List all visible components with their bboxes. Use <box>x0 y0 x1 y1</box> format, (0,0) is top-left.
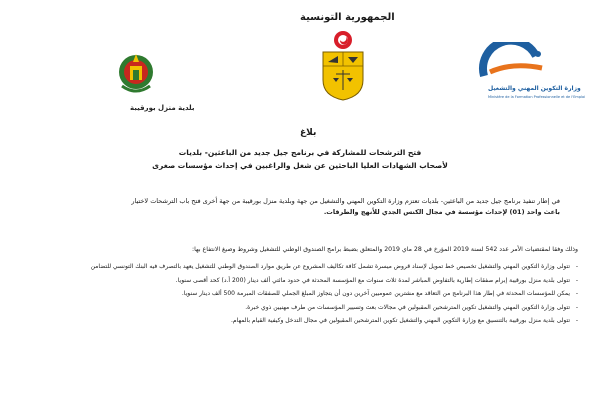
list-item-text: يمكن للمؤسسات المحدثة في إطار هذا البرنامج من التعاقد مع مشترين عموميين آخرين دون أن يتجاوز المبلغ الجملي للصفقات المبرمة 500 ألف دينار سنويا. <box>181 290 570 297</box>
subject-line-1: فتح الترشحات للمشاركة في برنامج جيل جديد من الباعثين- بلديات <box>178 148 422 157</box>
ministry-logo-icon <box>472 42 554 88</box>
ministry-name-fr: Ministère de la Formation Professionnelle et de l'Emploi <box>488 95 586 99</box>
list-item <box>18 289 578 299</box>
municipality-name: بلدية منزل بورقيبة <box>130 104 195 112</box>
list-item-text: تتولى بلدية منزل بورقيبة إبرام صفقات إطارية بالتفاوض المباشر لمدة ثلاث سنوات مع المؤسسة المحدثة في حدود مائتي ألف دينار (200 أ.د) كحد أقصى سنويا. <box>175 276 570 284</box>
notice-title: بلاغ <box>300 128 317 138</box>
municipality-logo-icon <box>116 48 156 104</box>
bullet-marker: - <box>575 290 578 297</box>
list-item <box>18 262 578 272</box>
bullet-marker: - <box>575 317 578 324</box>
intro-paragraph <box>20 196 560 218</box>
lead-sentence: وذلك وفقا لمقتضيات الأمر عدد 542 لسنة 2019 المؤرخ في 28 ماي 2019 والمتعلق بضبط برامج الصندوق الوطني للتشغيل وشروط وصيغ الانتفاع بها: <box>192 246 578 253</box>
intro-line-2: باعث واحد (01) لإحداث مؤسسة في مجال الكنس الجدي للأنهج والطرقات. <box>323 208 560 216</box>
list-item <box>18 276 578 286</box>
bullet-list <box>18 262 578 330</box>
list-item <box>18 303 578 313</box>
notice-subject <box>0 146 600 172</box>
intro-line-1: في إطار تنفيذ برنامج جيل جديد من الباعثين- بلديات تعتزم وزارة التكوين المهني والتشغيل من جهة وبلدية منزل بورقيبة من جهة أخرى فتح باب الترشحات لاختيار <box>131 197 560 205</box>
list-item-text: تتولى بلدية منزل بورقيبة بالتنسيق مع وزارة التكوين المهني والتشغيل تكوين المترشحين المقبولين في مجال التدخل وكيفية القيام بالمهام. <box>231 317 570 324</box>
subject-line-2: لأصحاب الشهادات العليا الباحثين عن شغل والراغبين في إحداث مؤسسات صغرى <box>152 161 448 170</box>
list-item-text: تتولى وزارة التكوين المهني والتشغيل تخصيص خط تمويل لإسناد قروض ميسرة تشمل كافة تكاليف المشروع عن طريق موارد الصندوق الوطني للتشغيل يعهد بالتصرف فيه البنك التونسي للتضامن <box>90 263 570 270</box>
list-item <box>18 316 578 326</box>
bullet-marker: - <box>575 276 578 284</box>
ministry-name: وزارة التكوين المهني والتشغيل <box>488 85 581 92</box>
bullet-marker: - <box>575 263 578 270</box>
republic-header: الجمهورية التونسية <box>300 12 395 23</box>
tunisia-coat-of-arms-icon <box>318 30 368 106</box>
list-item-text: تتولى وزارة التكوين المهني والتشغيل تكوين المترشحين المقبولين في مجالات بعث وتسيير المؤسسات من طرف مهنيين ذوي خبرة. <box>245 303 570 311</box>
bullet-marker: - <box>575 303 578 311</box>
